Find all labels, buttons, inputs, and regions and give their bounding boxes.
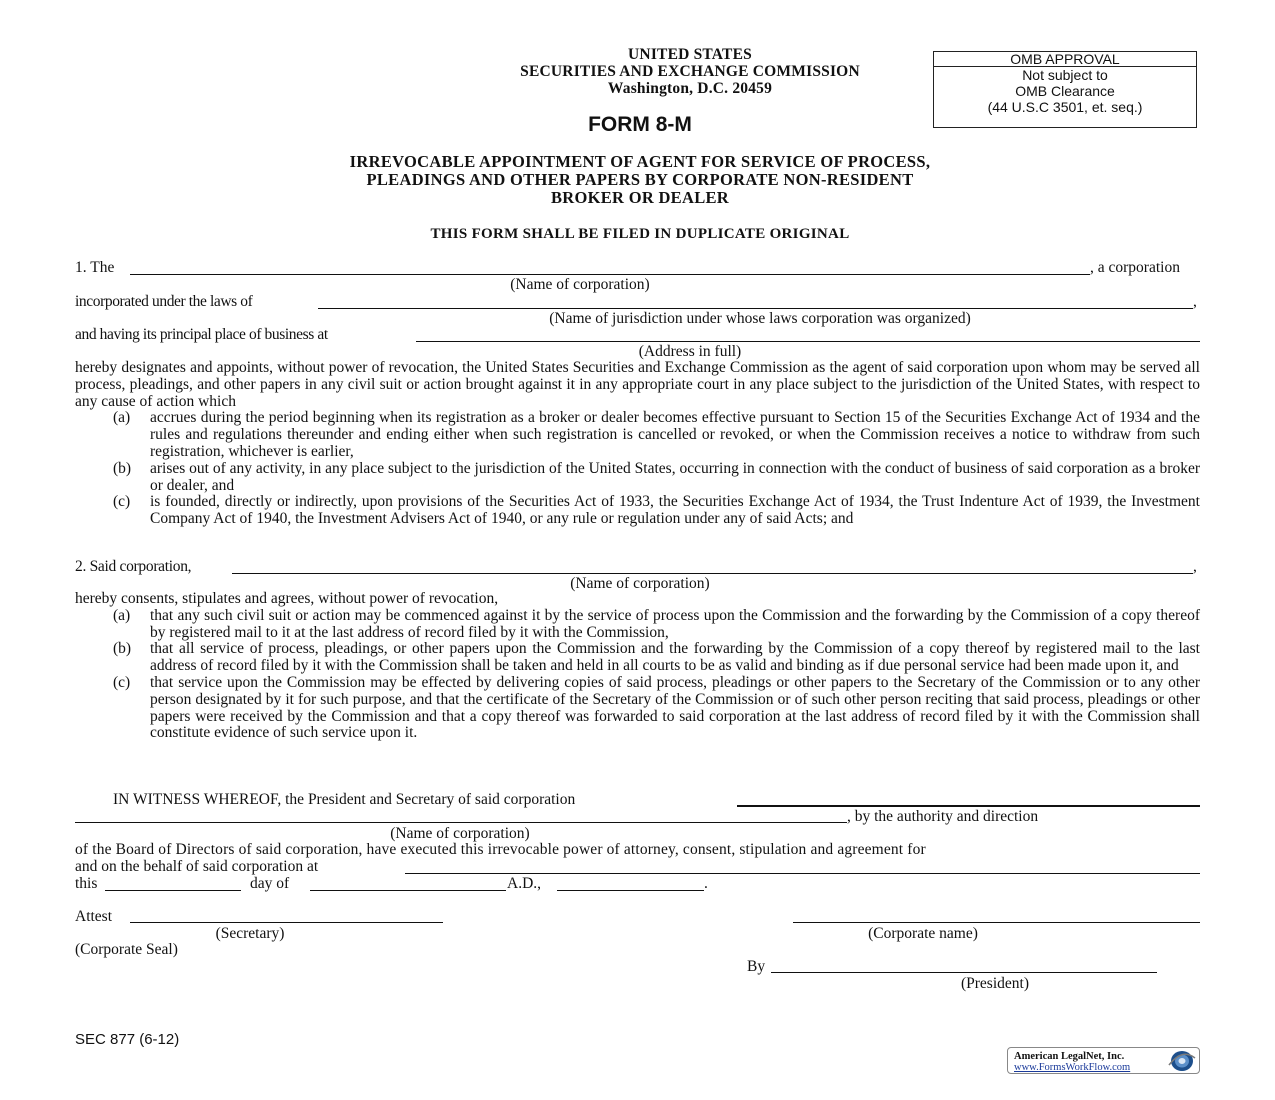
section1-item-c	[75, 494, 1200, 528]
caption-corporation-name-2: (Name of corporation)	[570, 575, 710, 592]
caption-secretary: (Secretary)	[215, 925, 285, 942]
year-field[interactable]	[557, 890, 704, 891]
header-line-3: Washington, D.C. 20459	[607, 80, 773, 97]
jurisdiction-field[interactable]	[318, 308, 1193, 309]
title-line-1: IRREVOCABLE APPOINTMENT OF AGENT FOR SERVICE OF PROCESS,	[349, 152, 931, 171]
omb-approval-box	[933, 51, 1197, 128]
ad-label: A.D.,	[507, 875, 542, 892]
caption-corporate-name: (Corporate name)	[868, 925, 978, 942]
attest-label: Attest	[75, 908, 113, 925]
jurisdiction-comma: ,	[1193, 293, 1197, 310]
section2-item-b	[75, 641, 1200, 675]
caption-corporate-seal: (Corporate Seal)	[75, 941, 178, 958]
form-title	[200, 153, 1080, 207]
item-label: (a)	[113, 606, 131, 624]
item-label: (c)	[113, 673, 131, 691]
item-text: that any such civil suit or action may be commenced against it by the service of process upon the Commission and the forwarding by the Commission of a copy thereof by registered mail to it at the last address of record filed by it with the Commission,	[150, 606, 1200, 641]
section1-body-text: hereby designates and appoints, without power of revocation, the United States Securities and Exchange Commission as the agent of said corporation upon whom may be served all process, pleadings, and other papers in any civil suit or action brought against it in any appropriate court in any place subject to the jurisdiction of the United States, with respect to any cause of action which	[75, 359, 1200, 410]
president-signature-field[interactable]	[771, 972, 1157, 973]
day-field[interactable]	[105, 890, 241, 891]
title-line-3: BROKER OR DEALER	[550, 188, 730, 207]
secretary-signature-field[interactable]	[130, 922, 443, 923]
address-field[interactable]	[416, 341, 1200, 342]
item-label: (c)	[113, 493, 131, 511]
item-label: (b)	[113, 640, 132, 658]
witness-corporation-field-2[interactable]	[75, 822, 847, 823]
section2-item-a	[75, 608, 1200, 642]
month-field[interactable]	[310, 890, 506, 891]
omb-line-2: OMB Clearance	[1015, 83, 1115, 99]
by-label: By	[747, 958, 766, 975]
section2-item-c	[75, 675, 1200, 742]
logo-name: American LegalNet, Inc.	[1014, 1051, 1125, 1062]
day-of-label: day of	[250, 875, 290, 892]
witness-behalf-label: and on the behalf of said corporation at	[75, 858, 319, 875]
item-text: arises out of any activity, in any place subject to the jurisdiction of the United States, occurring in connection with the conduct of business of said corporation as a broker or dealer, and	[150, 459, 1200, 494]
caption-address: (Address in full)	[638, 343, 742, 360]
omb-line-1: Not subject to	[1022, 67, 1108, 83]
section2-body	[75, 591, 1200, 742]
omb-title: OMB APPROVAL	[934, 52, 1196, 67]
header-line-1: UNITED STATES	[628, 46, 752, 63]
form-code: SEC 877 (6-12)	[75, 1031, 180, 1048]
section2-body-text: hereby consents, stipulates and agrees, without power of revocation,	[75, 590, 499, 607]
logo-url[interactable]: www.FormsWorkFlow.com	[1014, 1062, 1131, 1073]
witness-authority: , by the authority and direction	[847, 808, 1039, 825]
item-label: (a)	[113, 409, 131, 427]
caption-witness-corporation: (Name of corporation)	[390, 825, 530, 842]
form-number: FORM 8-M	[588, 113, 692, 136]
header-line-2: SECURITIES AND EXCHANGE COMMISSION	[520, 63, 860, 80]
date-period: .	[704, 875, 708, 892]
section2-corporation-field[interactable]	[232, 573, 1193, 574]
publisher-logo[interactable]	[1007, 1047, 1200, 1074]
witness-lead: IN WITNESS WHEREOF, the President and Secretary of said corporation	[113, 791, 576, 808]
execution-place-field[interactable]	[405, 873, 1200, 874]
section2-comma: ,	[1193, 558, 1197, 575]
caption-president: (President)	[960, 975, 1029, 992]
corporate-name-signature-field[interactable]	[793, 922, 1200, 923]
caption-corporation-name: (Name of corporation)	[510, 276, 650, 293]
duplicate-notice: THIS FORM SHALL BE FILED IN DUPLICATE ORIGINAL	[430, 226, 850, 242]
item-label: (b)	[113, 459, 132, 477]
section1-item-b	[75, 461, 1200, 495]
title-line-2: PLEADINGS AND OTHER PAPERS BY CORPORATE NON-RESIDENT	[366, 170, 914, 189]
this-label: this	[75, 875, 98, 892]
caption-jurisdiction: (Name of jurisdiction under whose laws corporation was organized)	[549, 310, 971, 327]
section1-tail: , a corporation	[1090, 259, 1180, 276]
section1-body	[75, 360, 1200, 528]
witness-board-line: of the Board of Directors of said corporation, have executed this irrevocable power of attorney, consent, stipulation and agreement for	[75, 841, 926, 858]
incorporated-label: incorporated under the laws of	[75, 293, 253, 310]
item-text: that service upon the Commission may be effected by delivering copies of said process, pleadings or other papers to the Secretary of the Commission or to any other person designated by it for such purpose, and that the certificate of the Secretary of the Commission or of such other person reciting that said process, pleadings or other papers were received by the Commission and that a copy thereof was forwarded to said corporation at the last address of record filed by it with the Commission shall constitute evidence of such service upon it.	[150, 673, 1200, 742]
section1-lead: 1. The	[75, 259, 115, 276]
item-text: accrues during the period beginning when its registration as a broker or dealer becomes effective pursuant to Section 15 of the Securities Exchange Act of 1934 and the rules and regulations thereunder and ending either when such registration is cancelled or revoked, or when the Commission receives a notice to withdraw from such registration, whichever is earlier,	[150, 409, 1200, 460]
item-text: is founded, directly or indirectly, upon provisions of the Securities Act of 1933, the Securities Exchange Act of 1934, the Trust Indenture Act of 1939, the Investment Company Act of 1940, the Investment Advisers Act of 1940, or any rule or regulation under any of said Acts; and	[150, 493, 1200, 528]
omb-line-3: (44 U.S.C 3501, et. seq.)	[987, 99, 1143, 115]
principal-place-label: and having its principal place of business at	[75, 326, 328, 343]
item-text: that all service of process, pleadings, or other papers upon the Commission and the forwarding by the Commission of a copy thereof by registered mail to the last address of record filed by it with the Commission shall be taken and held in all courts to be as valid and binding as if due personal service had been made upon it, and	[150, 640, 1200, 675]
witness-corporation-field-1[interactable]	[737, 805, 1200, 807]
section1-item-a	[75, 410, 1200, 460]
section2-lead: 2. Said corporation,	[75, 558, 192, 575]
corporation-name-field[interactable]	[130, 274, 1090, 275]
globe-icon	[1166, 1050, 1196, 1072]
